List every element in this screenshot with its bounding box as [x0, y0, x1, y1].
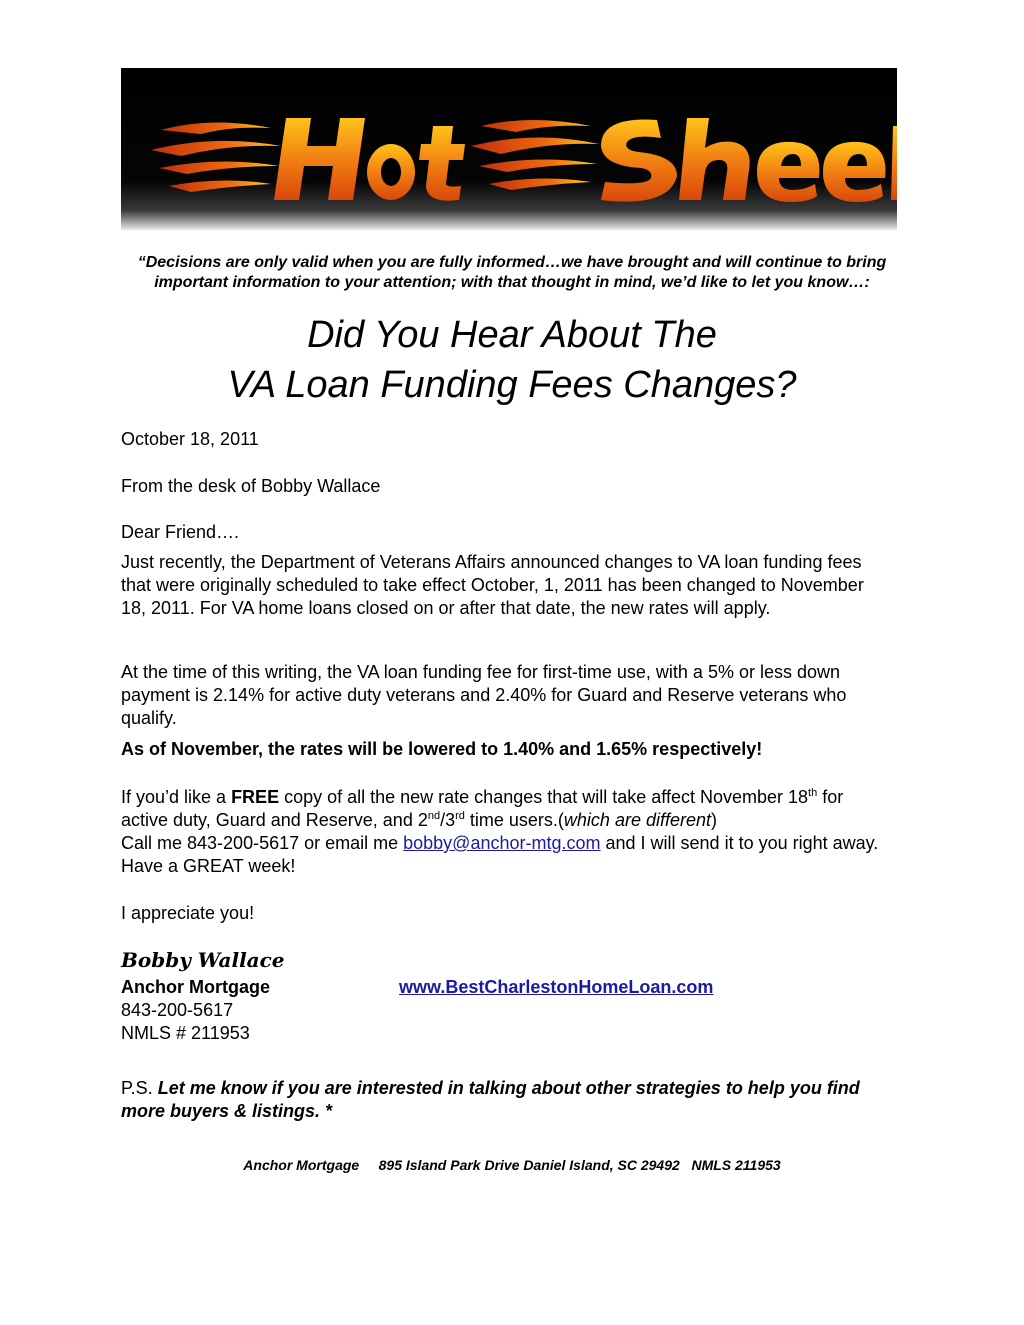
ps-label: P.S. [121, 1078, 158, 1098]
hot-sheet-banner [121, 68, 897, 230]
signature-script: Bobby Wallace [121, 948, 285, 972]
phone-number: 843-200-5617 [121, 1000, 234, 1020]
p4-italic: which are different [563, 810, 711, 830]
p4-text-6: ) [711, 810, 717, 830]
footer-address: Anchor Mortgage 895 Island Park Drive Daniel Island, SC 29492 NMLS 211953 [243, 1157, 781, 1173]
p4-text-4: /3 [440, 810, 456, 830]
flame-logo-icon [121, 68, 897, 230]
p4-text-5: time users.( [464, 810, 564, 830]
website-link[interactable]: www.BestCharlestonHomeLoan.com [399, 977, 714, 997]
headline-line-2: VA Loan Funding Fees Changes? [227, 364, 797, 406]
closing: I appreciate you! [121, 903, 255, 923]
p4-text-7: Call me 843-200-5617 or email me [121, 833, 404, 853]
nmls-number: NMLS # 211953 [121, 1023, 250, 1043]
p4-text-3: for active duty, Guard and Reserve, and 2 [121, 787, 844, 830]
email-link[interactable]: bobby@anchor-mtg.com [403, 833, 601, 853]
letter-date: October 18, 2011 [121, 429, 259, 449]
paragraph-3-highlight: As of November, the rates will be lowered to 1.40% and 1.65% respectively! [121, 739, 763, 759]
ps-text: Let me know if you are interested in talking about other strategies to help you find more buyers & listings. * [121, 1078, 860, 1121]
p4-text-2: copy of all the new rate changes that will take affect November 18 [279, 787, 809, 807]
free-label: FREE [231, 787, 280, 807]
postscript [121, 1077, 905, 1123]
p4-text-1: If you’d like a [121, 787, 232, 807]
from-line: From the desk of Bobby Wallace [121, 476, 381, 496]
paragraph-1: Just recently, the Department of Veterans Affairs announced changes to VA loan funding fees that were originally scheduled to take effect October, 1, 2011 has been changed to November 18, 2011. For VA home loans closed on or after that date, the new rates will apply. [121, 552, 864, 618]
quote-block [120, 253, 904, 293]
headline [120, 310, 904, 410]
company-name: Anchor Mortgage [121, 977, 271, 997]
sup-rd: rd [455, 810, 465, 822]
sup-th: th [808, 787, 818, 799]
p4-text-8: and I will send it to you right away. Have a GREAT week! [121, 833, 879, 876]
greeting: Dear Friend…. [121, 522, 240, 542]
quote-line-1: “Decisions are only valid when you are fully informed…we have brought and will continue to bring [137, 254, 887, 271]
headline-line-1: Did You Hear About The [307, 314, 717, 356]
sup-nd: nd [427, 810, 441, 822]
paragraph-4 [121, 786, 881, 878]
quote-line-2: important information to your attention; with that thought in mind, we’d like to let you know…: [154, 274, 870, 291]
paragraph-2: At the time of this writing, the VA loan funding fee for first-time use, with a 5% or less down payment is 2.14% for active duty veterans and 2.40% for Guard and Reserve veterans who qualify. [121, 662, 847, 728]
